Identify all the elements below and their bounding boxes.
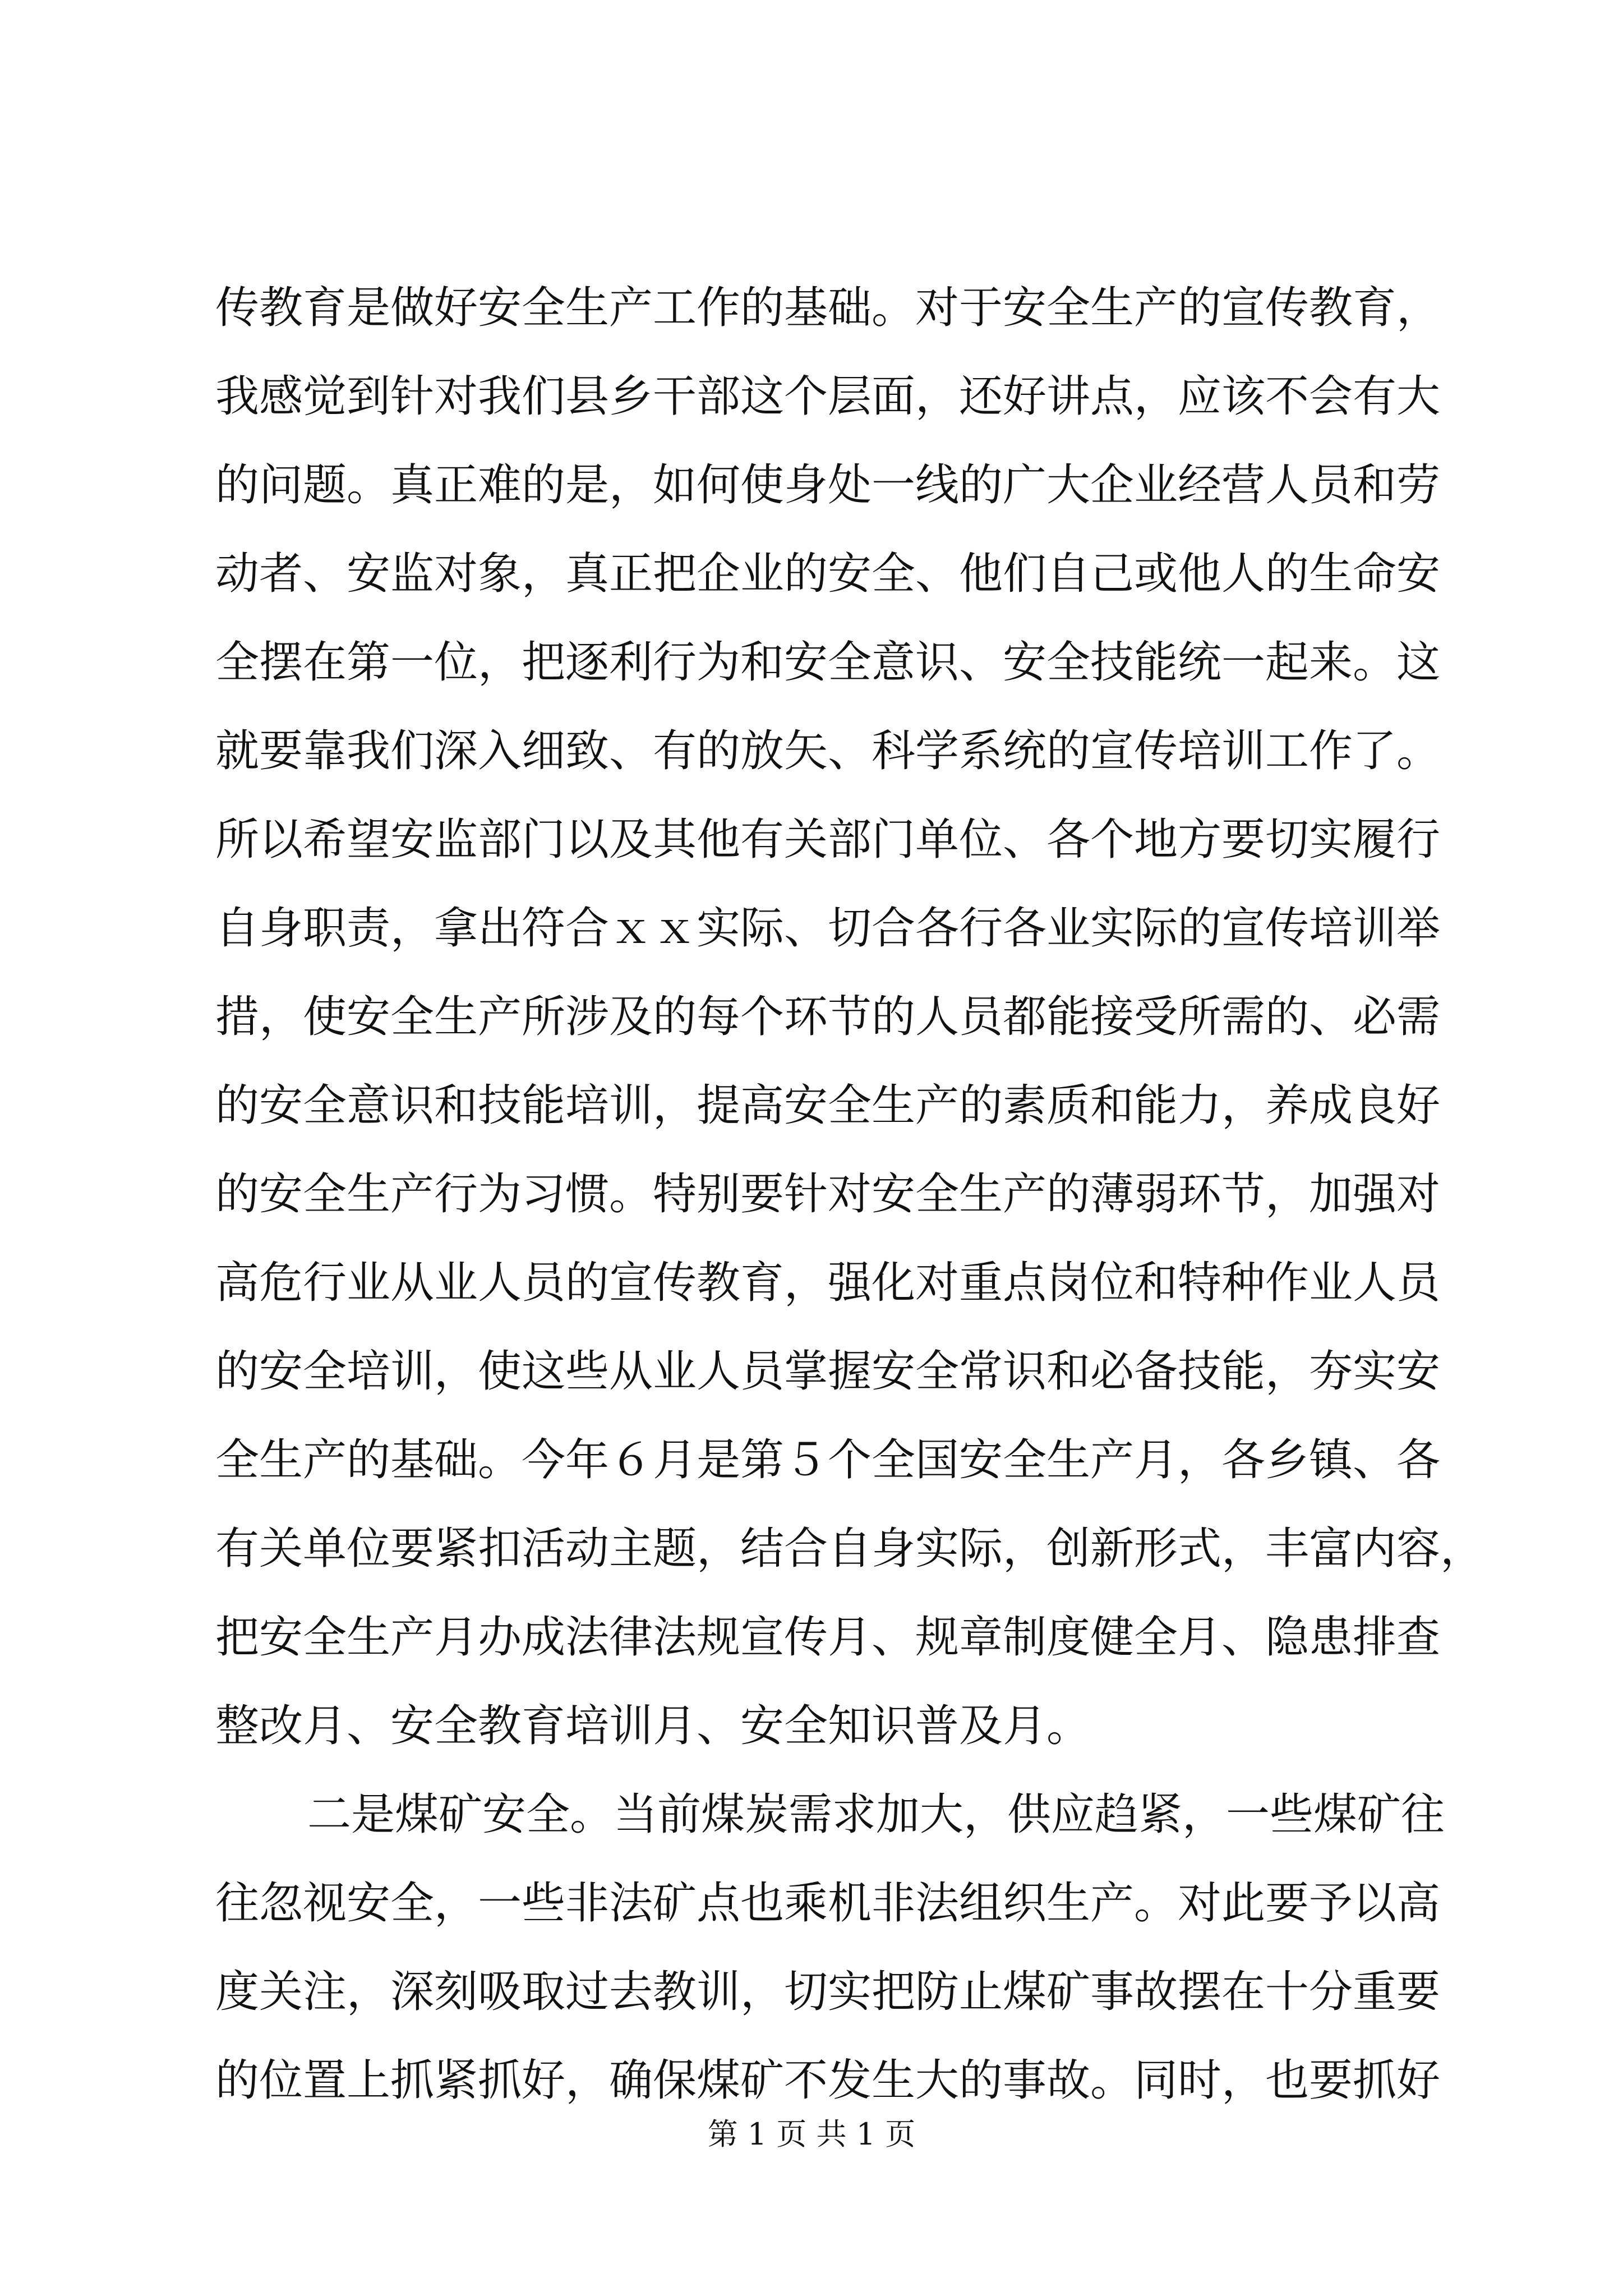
text-line: 所以希望安监部门以及其他有关部门单位、各个地方要切实履行: [215, 815, 1441, 865]
text-line: 整改月、安全教育培训月、安全知识普及月。: [215, 1701, 1091, 1751]
text-line: 我感觉到针对我们县乡干部这个层面，还好讲点，应该不会有大: [215, 371, 1441, 422]
text-line: 动者、安监对象，真正把企业的安全、他们自己或他人的生命安: [215, 549, 1441, 599]
text-line: 把安全生产月办成法律法规宣传月、规章制度健全月、隐患排查: [215, 1612, 1441, 1663]
text-line: 往忽视安全，一些非法矿点也乘机非法组织生产。对此要予以高: [215, 1878, 1441, 1929]
text-line: 二是煤矿安全。当前煤炭需求加大，供应趋紧，一些煤矿往: [307, 1789, 1445, 1840]
text-line: 度关注，深刻吸取过去教训，切实把防止煤矿事故摆在十分重要: [215, 1967, 1441, 2017]
text-line: 有关单位要紧扣活动主题，结合自身实际，创新形式，丰富内容，: [215, 1524, 1484, 1574]
text-line: 高危行业从业人员的宣传教育，强化对重点岗位和特种作业人员: [215, 1258, 1441, 1308]
text-line: 的安全培训，使这些从业人员掌握安全常识和必备技能，夯实安: [215, 1346, 1441, 1397]
text-line: 措，使安全生产所涉及的每个环节的人员都能接受所需的、必需: [215, 992, 1441, 1042]
text-line: 全生产的基础。今年６月是第５个全国安全生产月，各乡镇、各: [215, 1435, 1441, 1485]
text-line: 的安全生产行为习惯。特别要针对安全生产的薄弱环节，加强对: [215, 1169, 1441, 1220]
document-body: [215, 264, 1484, 2125]
page-number-footer: 第 1 页 共 1 页: [707, 2116, 916, 2152]
text-line: 的位置上抓紧抓好，确保煤矿不发生大的事故。同时，也要抓好: [215, 2055, 1441, 2106]
text-line: 的安全意识和技能培训，提高安全生产的素质和能力，养成良好: [215, 1080, 1441, 1131]
text-line: 的问题。真正难的是，如何使身处一线的广大企业经营人员和劳: [215, 460, 1441, 510]
text-line: 全摆在第一位，把逐利行为和安全意识、安全技能统一起来。这: [215, 637, 1441, 688]
text-line: 就要靠我们深入细致、有的放矢、科学系统的宣传培训工作了。: [215, 726, 1441, 776]
text-line: 传教育是做好安全生产工作的基础。对于安全生产的宣传教育，: [215, 283, 1441, 333]
text-line: 自身职责，拿出符合ｘｘ实际、切合各行各业实际的宣传培训举: [215, 903, 1441, 954]
